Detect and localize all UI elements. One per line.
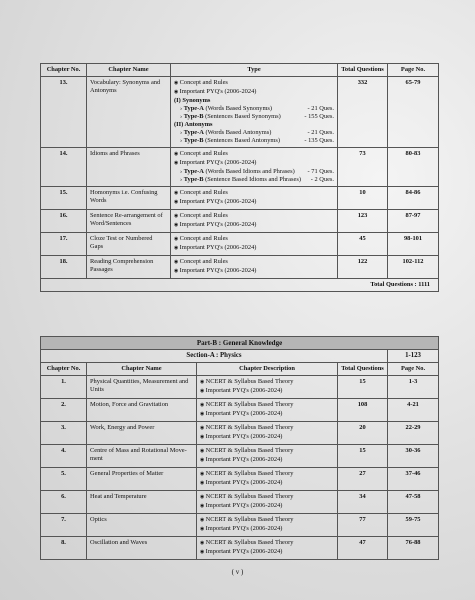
chapter-description: ◉ NCERT & Syllabus Based Theory ◉ Important PYQ's (2006-2024) — [197, 376, 338, 399]
pyq-item: ◉ Important PYQ's (2006-2024) — [174, 267, 334, 276]
header-chapter-no: Chapter No. — [41, 363, 87, 376]
chapter-name: Work, Energy and Power — [87, 422, 197, 445]
part-b-title: Part-B : General Knowledge — [41, 337, 439, 350]
chapter-name: Centre of Mass and Rotational Move-ment — [87, 445, 197, 468]
chapter-no: 16. — [41, 210, 87, 233]
header-chapter-name: Chapter Name — [87, 64, 171, 77]
chapter-no: 7. — [41, 514, 87, 537]
table-row — [41, 77, 439, 148]
page-no: 59-75 — [388, 514, 439, 537]
antonyms-heading: (II) Antonyms — [174, 121, 213, 128]
pyq-item: ◉ Important PYQ's (2006-2024) — [174, 198, 334, 207]
page-no: 30-36 — [388, 445, 439, 468]
total-questions: 45 — [338, 233, 388, 256]
total-questions: 34 — [338, 491, 388, 514]
total-questions: 15 — [338, 376, 388, 399]
part-b-row — [41, 337, 439, 350]
total-row — [41, 279, 439, 292]
chapter-no: 4. — [41, 445, 87, 468]
total-questions: 27 — [338, 468, 388, 491]
chapter-name: Oscillation and Waves — [87, 537, 197, 560]
type-line: › Type-B (Sentences Based Synonyms) - 155 Ques. — [174, 113, 334, 121]
chapter-name: Reading Comprehension Passages — [87, 256, 171, 279]
pyq-item: ◉ Important PYQ's (2006-2024) — [174, 221, 334, 230]
chapter-description: ◉ NCERT & Syllabus Based Theory ◉ Important PYQ's (2006-2024) — [197, 537, 338, 560]
table-row — [41, 233, 439, 256]
chapter-type — [171, 210, 338, 233]
page-no: 37-46 — [388, 468, 439, 491]
page-no: 1-3 — [388, 376, 439, 399]
header-page-no: Page No. — [388, 363, 439, 376]
chapter-no: 3. — [41, 422, 87, 445]
type-line: › Type-B (Sentence Based Idioms and Phrases) - 2 Ques. — [174, 176, 334, 184]
table-row — [41, 537, 439, 560]
chapter-type — [171, 148, 338, 187]
total-questions: 73 — [338, 148, 388, 187]
chapter-no: 13. — [41, 77, 87, 148]
page-no: 102-112 — [388, 256, 439, 279]
pyq-item: ◉ Important PYQ's (2006-2024) — [174, 88, 334, 97]
total-questions: 122 — [338, 256, 388, 279]
chapter-type — [171, 77, 338, 148]
chapter-name: Motion, Force and Gravitation — [87, 399, 197, 422]
chapter-name: Physical Quantities, Measurement and Units — [87, 376, 197, 399]
section-pages: 1-123 — [388, 350, 439, 363]
header-chapter-description: Chapter Description — [197, 363, 338, 376]
table-header-row — [41, 363, 439, 376]
type-line: › Type-B (Sentences Based Antonyms) - 135 Ques. — [174, 137, 334, 145]
synonyms-heading: (I) Synonyms — [174, 97, 211, 104]
table-row — [41, 256, 439, 279]
page-no: 87-97 — [388, 210, 439, 233]
page-no: 84-86 — [388, 187, 439, 210]
chapter-name: Homonyms i.e. Confusing Words — [87, 187, 171, 210]
table-row — [41, 399, 439, 422]
concept-item: ◉ Concept and Rules — [174, 235, 334, 244]
header-total-questions: Total Questions — [338, 363, 388, 376]
total-questions: 47 — [338, 537, 388, 560]
page-no: 80-83 — [388, 148, 439, 187]
chapter-no: 18. — [41, 256, 87, 279]
table-row — [41, 376, 439, 399]
concept-item: ◉ Concept and Rules — [174, 189, 334, 198]
total-questions: 123 — [338, 210, 388, 233]
table-header-row — [41, 64, 439, 77]
header-total-questions: Total Questions — [338, 64, 388, 77]
chapter-no: 14. — [41, 148, 87, 187]
page-no: 47-58 — [388, 491, 439, 514]
chapter-no: 2. — [41, 399, 87, 422]
chapter-no: 15. — [41, 187, 87, 210]
total-questions: 10 — [338, 187, 388, 210]
page-no: 22-29 — [388, 422, 439, 445]
chapter-no: 1. — [41, 376, 87, 399]
chapter-name: General Properties of Matter — [87, 468, 197, 491]
chapter-description: ◉ NCERT & Syllabus Based Theory ◉ Important PYQ's (2006-2024) — [197, 468, 338, 491]
total-questions: 15 — [338, 445, 388, 468]
chapter-description: ◉ NCERT & Syllabus Based Theory ◉ Important PYQ's (2006-2024) — [197, 422, 338, 445]
physics-chapters-table — [40, 336, 439, 560]
table-row — [41, 148, 439, 187]
chapter-name: Heat and Temperature — [87, 491, 197, 514]
concept-item: ◉ Concept and Rules — [174, 212, 334, 221]
pyq-item: ◉ Important PYQ's (2006-2024) — [174, 244, 334, 253]
header-type: Type — [171, 64, 338, 77]
chapter-name: Optics — [87, 514, 197, 537]
chapter-no: 8. — [41, 537, 87, 560]
type-line: › Type-A (Words Based Synonyms) - 21 Ques. — [174, 105, 334, 113]
page-no: 98-101 — [388, 233, 439, 256]
chapter-description: ◉ NCERT & Syllabus Based Theory ◉ Important PYQ's (2006-2024) — [197, 399, 338, 422]
chapter-name: Vocabulary: Synonyms and Antonyms — [87, 77, 171, 148]
concept-item: ◉ Concept and Rules — [174, 258, 334, 267]
concept-item: ◉ Concept and Rules — [174, 150, 334, 159]
chapter-name: Idioms and Phrases — [87, 148, 171, 187]
total-questions: 20 — [338, 422, 388, 445]
english-chapters-table — [40, 63, 439, 292]
page-no: 76-88 — [388, 537, 439, 560]
chapter-no: 5. — [41, 468, 87, 491]
total-questions: 77 — [338, 514, 388, 537]
type-line: › Type-A (Words Based Antonyms) - 21 Ques. — [174, 129, 334, 137]
chapter-type — [171, 256, 338, 279]
concept-item: ◉ Concept and Rules — [174, 79, 334, 88]
chapter-description: ◉ NCERT & Syllabus Based Theory ◉ Important PYQ's (2006-2024) — [197, 514, 338, 537]
chapter-no: 6. — [41, 491, 87, 514]
pyq-item: ◉ Important PYQ's (2006-2024) — [174, 159, 334, 168]
page-number-footer: ( v ) — [231, 568, 244, 576]
section-title: Section-A : Physics — [41, 350, 388, 363]
chapter-name: Sentence Re-arrangement of Word/Sentences — [87, 210, 171, 233]
table-row — [41, 422, 439, 445]
chapter-description: ◉ NCERT & Syllabus Based Theory ◉ Important PYQ's (2006-2024) — [197, 491, 338, 514]
table-row — [41, 514, 439, 537]
chapter-type — [171, 187, 338, 210]
table-row — [41, 468, 439, 491]
total-questions-summary: Total Questions : 1111 — [41, 279, 439, 292]
chapter-type — [171, 233, 338, 256]
table-row — [41, 445, 439, 468]
total-questions: 108 — [338, 399, 388, 422]
header-chapter-name: Chapter Name — [87, 363, 197, 376]
section-row — [41, 350, 439, 363]
type-line: › Type-A (Words Based Idioms and Phrases) - 71 Ques. — [174, 168, 334, 176]
chapter-no: 17. — [41, 233, 87, 256]
table-row — [41, 187, 439, 210]
table-row — [41, 210, 439, 233]
table-row — [41, 491, 439, 514]
chapter-description: ◉ NCERT & Syllabus Based Theory ◉ Important PYQ's (2006-2024) — [197, 445, 338, 468]
total-questions: 332 — [338, 77, 388, 148]
header-page-no: Page No. — [388, 64, 439, 77]
chapter-name: Cloze Test or Numbered Gaps — [87, 233, 171, 256]
header-chapter-no: Chapter No. — [41, 64, 87, 77]
page-no: 4-21 — [388, 399, 439, 422]
page-no: 65-79 — [388, 77, 439, 148]
